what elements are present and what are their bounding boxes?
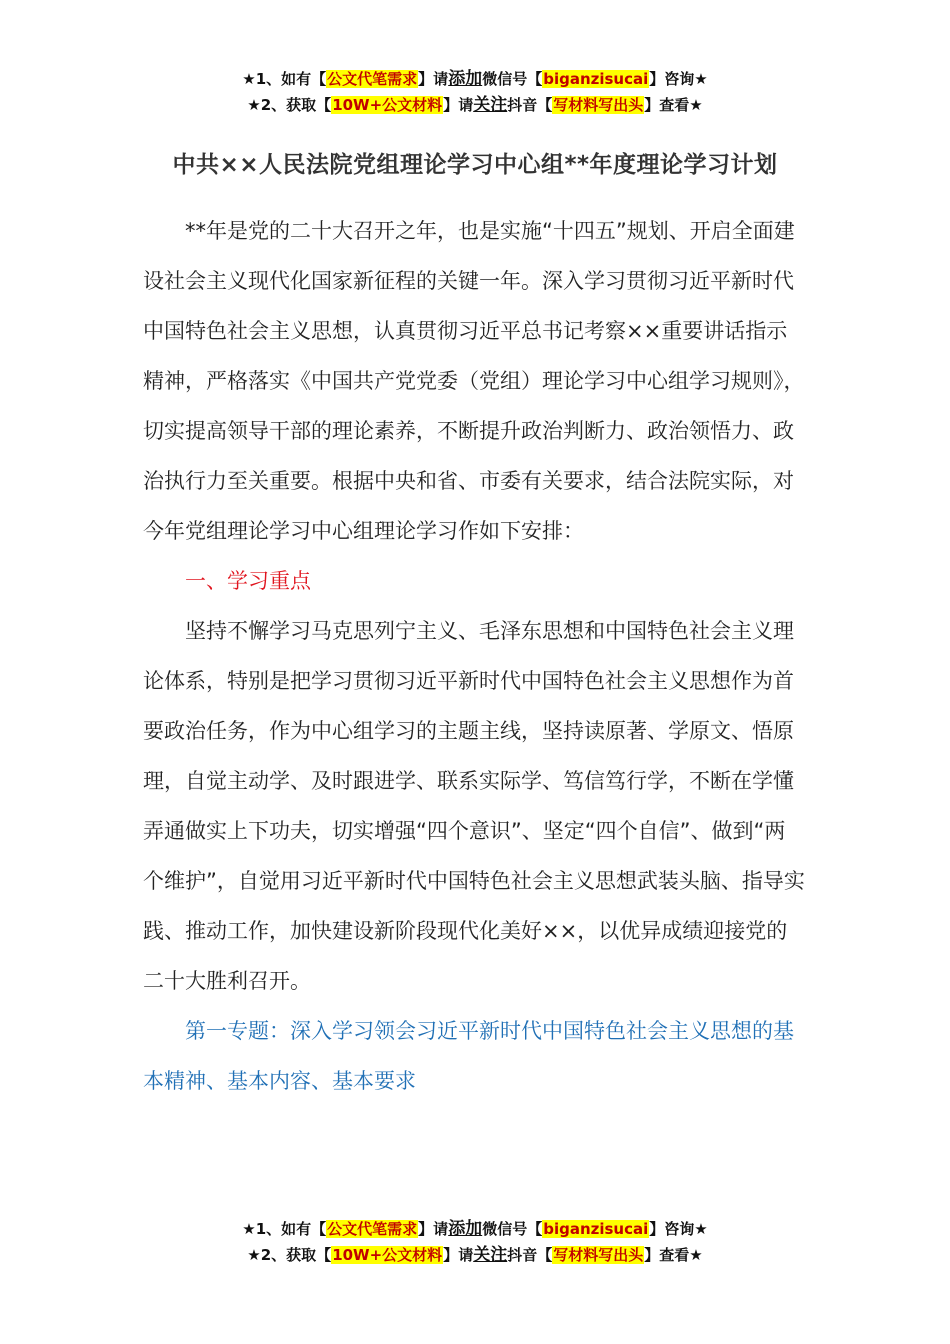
bottom-promo-banner [0, 1216, 950, 1268]
promo-highlight: 公文代笔需求 [327, 1220, 418, 1238]
promo-text: 】请 [443, 96, 474, 114]
promo-text: 】请 [443, 1246, 474, 1264]
promo-highlight: 写材料写出头 [553, 96, 644, 114]
promo-emphasis: 添加 [448, 1219, 483, 1239]
intro-paragraph: **年是党的二十大召开之年，也是实施“十四五”规划、开启全面建设社会主义现代化国家新征程的关键一年。深入学习贯彻习近平新时代中国特色社会主义思想，认真贯彻习近平总书记考察××重要讲话指示精神，严格落实《中国共产党党委（党组）理论学习中心组学习规则》，切实提高领导干部的理论素养，不断提升政治判断力、政治领悟力、政治执行力至关重要。根据中央和省、市委有关要求，结合法院实际，对今年党组理论学习中心组理论学习作如下安排： [143, 219, 805, 543]
promo-text: 】咨询★ [649, 1220, 708, 1238]
promo-highlight: 10W+公文材料 [332, 1246, 443, 1264]
promo-text: 】查看★ [644, 1246, 703, 1264]
promo-text: 抖音【 [507, 96, 553, 114]
promo-text: 】咨询★ [649, 70, 708, 88]
document-body [143, 206, 805, 1106]
promo-text: ★1、如有【 [242, 70, 327, 88]
promo-line-2 [0, 92, 950, 118]
promo-text: 】请 [418, 70, 449, 88]
promo-text: 抖音【 [507, 1246, 553, 1264]
promo-emphasis: 关注 [473, 95, 508, 115]
promo-text: ★1、如有【 [242, 1220, 327, 1238]
top-promo-banner [0, 66, 950, 118]
promo-text: ★2、获取【 [247, 1246, 332, 1264]
promo-line-2 [0, 1242, 950, 1268]
promo-highlight: biganzisucai [543, 70, 649, 88]
promo-highlight: 公文代笔需求 [327, 70, 418, 88]
document-title: 中共××人民法院党组理论学习中心组**年度理论学习计划 [172, 152, 778, 178]
topic-heading: 第一专题：深入学习领会习近平新时代中国特色社会主义思想的基本精神、基本内容、基本要求 [143, 1019, 794, 1093]
promo-text: ★2、获取【 [247, 96, 332, 114]
section-heading: 一、学习重点 [185, 569, 311, 593]
promo-text: 】查看★ [644, 96, 703, 114]
promo-line-1 [0, 66, 950, 92]
promo-highlight: 10W+公文材料 [332, 96, 443, 114]
promo-text: 微信号【 [482, 70, 543, 88]
promo-highlight: 写材料写出头 [553, 1246, 644, 1264]
promo-emphasis: 关注 [473, 1245, 508, 1265]
promo-text: 】请 [418, 1220, 449, 1238]
body-paragraph: 坚持不懈学习马克思列宁主义、毛泽东思想和中国特色社会主义理论体系，特别是把学习贯彻习近平新时代中国特色社会主义思想作为首要政治任务，作为中心组学习的主题主线，坚持读原著、学原文、悟原理，自觉主动学、及时跟进学、联系实际学、笃信笃行学，不断在学懂弄通做实上下功夫，切实增强“四个意识”、坚定“四个自信”、做到“两个维护”，自觉用习近平新时代中国特色社会主义思想武装头脑、指导实践、推动工作，加快建设新阶段现代化美好××，以优异成绩迎接党的二十大胜利召开。 [143, 619, 805, 993]
promo-line-1 [0, 1216, 950, 1242]
promo-highlight: biganzisucai [543, 1220, 649, 1238]
promo-emphasis: 添加 [448, 69, 483, 89]
promo-text: 微信号【 [482, 1220, 543, 1238]
